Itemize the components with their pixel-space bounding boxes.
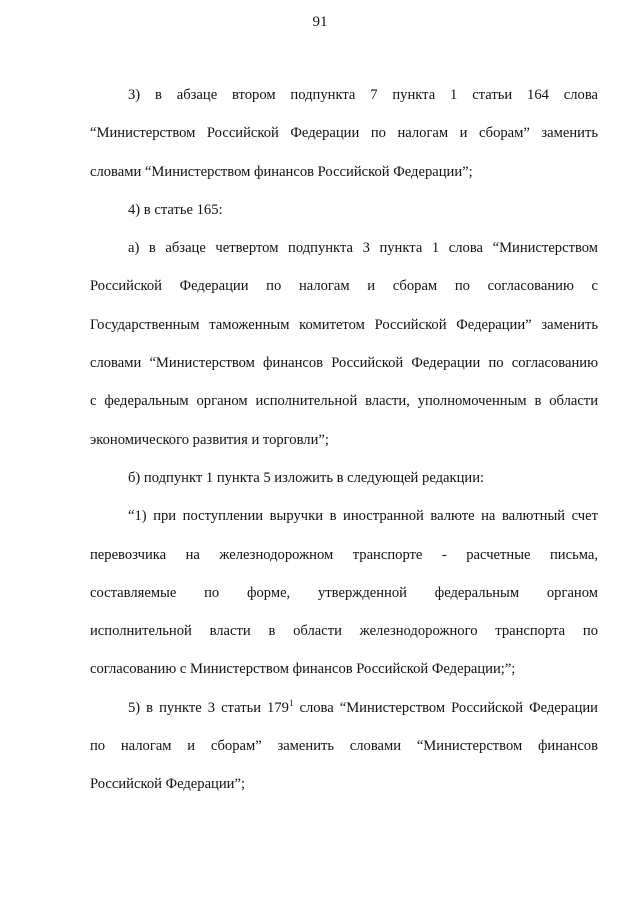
text-line: а) в абзаце четвертом подпункта 3 пункта 1 слова “Министерством (128, 240, 598, 257)
document-body (90, 76, 598, 804)
text-line: словами “Министерством финансов Российской Федерации по согласованию (90, 355, 598, 372)
text-line: по налогам и сборам” заменить словами “Министерством финансов (90, 738, 598, 755)
text-line: 4) в статье 165: (128, 201, 223, 218)
text-line: Государственным таможенным комитетом Российской Федерации” заменить (90, 316, 598, 333)
text-fragment: слова “Министерством Российской Федерации (293, 699, 598, 716)
paragraph-3 (90, 76, 598, 191)
text-line: б) подпункт 1 пункта 5 изложить в следующей редакции: (128, 469, 485, 486)
paragraph-5 (90, 689, 598, 804)
text-line (90, 689, 598, 727)
paragraph-4a (90, 229, 598, 459)
text-line: исполнительной власти в области железнодорожного транспорта по (90, 623, 598, 640)
paragraph-4 (90, 191, 598, 229)
text-line: перевозчика на железнодорожном транспорте - расчетные письма, (90, 546, 598, 563)
text-line: экономического развития и торговли”; (90, 431, 329, 448)
text-line: Российской Федерации по налогам и сборам по согласованию с (90, 278, 598, 295)
superscript: 1 (288, 697, 294, 708)
text-line: словами “Министерством финансов Российской Федерации”; (90, 163, 473, 180)
text-line: с федеральным органом исполнительной власти, уполномоченным в области (90, 393, 598, 410)
paragraph-quote (90, 497, 598, 688)
text-line: составляемые по форме, утвержденной федеральным органом (90, 584, 598, 601)
paragraph-4b (90, 459, 598, 497)
text-line: согласованию с Министерством финансов Российской Федерации;”; (90, 661, 516, 678)
text-line: 3) в абзаце втором подпункта 7 пункта 1 статьи 164 слова (128, 87, 598, 103)
text-line: Российской Федерации”; (90, 776, 246, 793)
text-line: “1) при поступлении выручки в иностранной валюте на валютный счет (128, 508, 598, 525)
text-fragment: 5) в пункте 3 статьи 179 (128, 699, 289, 716)
page-number: 91 (312, 14, 328, 30)
text-line: “Министерством Российской Федерации по налогам и сборам” заменить (90, 125, 598, 142)
